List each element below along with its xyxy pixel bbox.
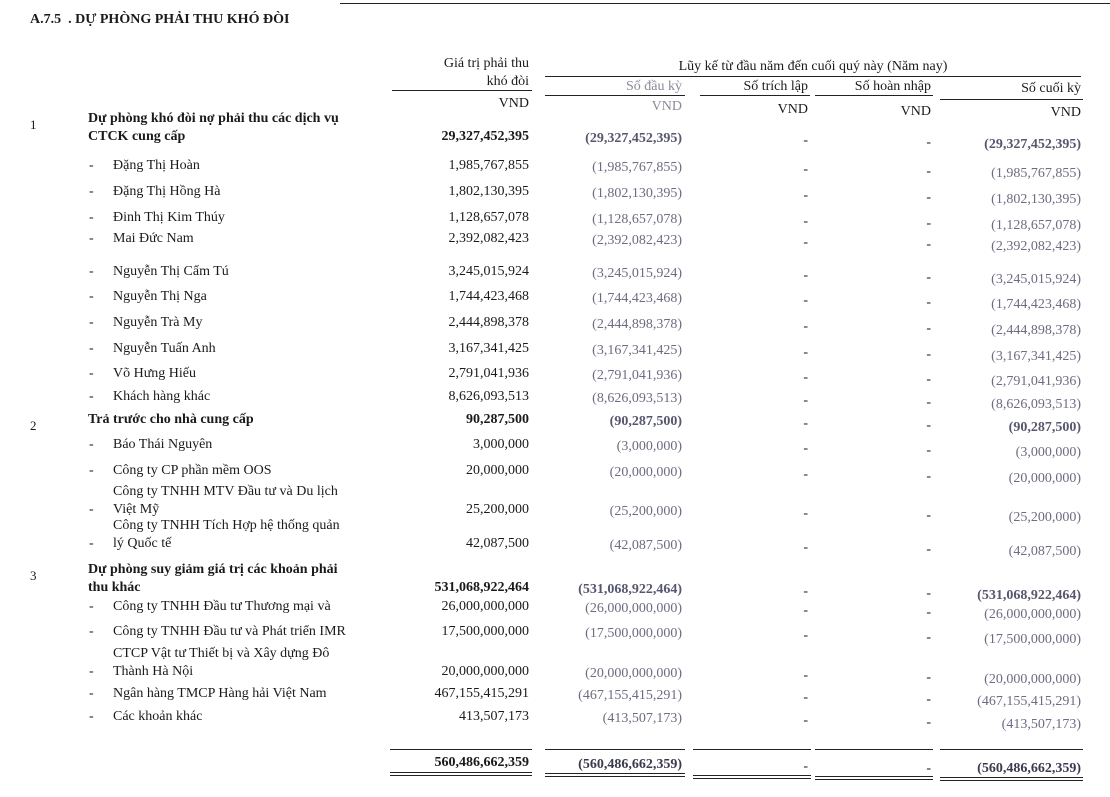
value-closing: (2,392,082,423) [991,239,1081,254]
row-bullet: - [89,210,94,225]
header-rule-2 [700,95,810,96]
value-receivable: 2,444,898,378 [448,315,529,330]
row-label: lý Quốc tế [113,536,172,551]
header-rule-0 [392,90,532,91]
value-closing: (531,068,922,464) [977,588,1081,603]
value-closing: (17,500,000,000) [984,632,1081,647]
total-rule-top-3 [815,749,933,750]
row-label: CTCK cung cấp [88,129,186,144]
row-bullet: - [89,664,94,679]
row-label: Nguyễn Tuấn Anh [113,341,216,356]
total-rule-bottom-1a [545,773,685,774]
value-closing: (2,791,041,936) [991,374,1081,389]
value-closing: (3,245,015,924) [991,272,1081,287]
value-opening: (3,000,000) [616,439,682,454]
row-bullet: - [89,686,94,701]
header-receivable-line1: Giá trị phải thu [443,56,529,71]
row-bullet: - [89,158,94,173]
total-rule-bottom-4a [940,777,1083,778]
row-label: Đặng Thị Hoàn [113,158,200,173]
value-receivable: 413,507,173 [459,709,529,724]
total-rule-bottom-3a [815,776,933,777]
row-label: Việt Mỹ [113,502,160,517]
row-bullet: - [89,502,94,517]
row-label: Dự phòng suy giảm giá trị các khoản phải [88,562,338,577]
row-label: Khách hàng khác [113,389,211,404]
row-label: Công ty CP phần mềm OOS [113,463,272,478]
value-opening: (26,000,000,000) [585,601,682,616]
value-receivable: 17,500,000,000 [441,624,529,639]
value-receivable: 90,287,500 [466,412,529,427]
section-code: A.7.5 [30,12,62,27]
value-opening: (1,802,130,395) [592,186,682,201]
value-provision: - [803,668,808,683]
row-label: Võ Hưng Hiếu [113,366,197,381]
row-label: Dự phòng khó đòi nợ phải thu các dịch vụ [88,111,339,126]
value-provision: - [803,268,808,283]
value-provision: - [803,713,808,728]
unit-closing: VND [1050,105,1081,120]
value-opening: (42,087,500) [609,538,682,553]
value-provision: - [803,467,808,482]
value-receivable: 1,128,657,078 [448,210,529,225]
unit-provision: VND [777,102,808,117]
value-closing: (1,802,130,395) [991,192,1081,207]
row-label: Công ty TNHH Tích Hợp hệ thống quản [113,518,340,533]
total-rule-bottom-1b [545,776,685,777]
value-closing: (3,167,341,425) [991,349,1081,364]
row-label: Nguyễn Thị Nga [113,289,207,304]
value-opening: (467,155,415,291) [578,688,682,703]
value-provision: - [803,584,808,599]
value-receivable: 29,327,452,395 [441,129,529,144]
row-label: Ngân hàng TMCP Hàng hải Việt Nam [113,686,327,701]
value-closing: (20,000,000,000) [984,672,1081,687]
header-closing: Số cuối kỳ [1021,81,1081,96]
value-receivable: 531,068,922,464 [434,580,529,595]
value-receivable: 2,791,041,936 [448,366,529,381]
total-rule-bottom-0b [390,775,532,776]
value-provision: - [803,319,808,334]
total-reversal: - [926,761,931,776]
row-bullet: - [89,184,94,199]
row-bullet: - [89,536,94,551]
total-rule-top-0 [390,749,532,750]
value-provision: - [803,162,808,177]
value-closing: (1,128,657,078) [991,218,1081,233]
value-reversal: - [926,715,931,730]
value-closing: (2,444,898,378) [991,323,1081,338]
value-reversal: - [926,295,931,310]
row-bullet: - [89,366,94,381]
row-bullet: - [89,389,94,404]
value-receivable: 3,000,000 [473,437,529,452]
row-label: CTCP Vật tư Thiết bị và Xây dựng Đô [113,646,330,661]
value-reversal: - [926,542,931,557]
value-provision: - [803,345,808,360]
value-closing: (1,744,423,468) [991,297,1081,312]
row-label: Công ty TNHH Đầu tư và Phát triển IMR [113,624,346,639]
value-provision: - [803,628,808,643]
unit-reversal: VND [900,104,931,119]
row-label: Công ty TNHH Đầu tư Thương mại và [113,599,331,614]
row-label: Nguyễn Trà My [113,315,203,330]
row-bullet: - [89,463,94,478]
value-receivable: 3,245,015,924 [448,264,529,279]
header-provision: Số trích lập [743,79,808,94]
value-receivable: 1,985,767,855 [448,158,529,173]
header-rule-4 [940,99,1083,100]
value-opening: (8,626,093,513) [592,391,682,406]
value-closing: (29,327,452,395) [984,137,1081,152]
value-reversal: - [926,347,931,362]
value-reversal: - [926,586,931,601]
value-provision: - [803,393,808,408]
value-reversal: - [926,216,931,231]
value-opening: (1,744,423,468) [592,291,682,306]
row-number: 2 [30,418,37,433]
section-title [30,12,289,28]
row-bullet: - [89,315,94,330]
row-label: Nguyễn Thị Cẩm Tú [113,264,229,279]
value-closing: (8,626,093,513) [991,397,1081,412]
value-reversal: - [926,670,931,685]
value-opening: (2,444,898,378) [592,317,682,332]
value-provision: - [803,370,808,385]
top-rule [340,3,1110,4]
value-receivable: 42,087,500 [466,536,529,551]
row-label: Công ty TNHH MTV Đầu tư và Du lịch [113,484,338,499]
row-label: Báo Thái Nguyên [113,437,213,452]
section-heading: . DỰ PHÒNG PHẢI THU KHÓ ĐÒI [68,12,290,27]
value-reversal: - [926,164,931,179]
value-reversal: - [926,135,931,150]
value-reversal: - [926,469,931,484]
value-provision: - [803,214,808,229]
row-bullet: - [89,231,94,246]
total-rule-top-2 [693,749,811,750]
total-rule-top-4 [940,749,1083,750]
total-opening: (560,486,662,359) [578,757,682,772]
value-closing: (1,985,767,855) [991,166,1081,181]
value-closing: (25,200,000) [1008,510,1081,525]
value-opening: (531,068,922,464) [578,582,682,597]
value-provision: - [803,293,808,308]
value-receivable: 8,626,093,513 [448,389,529,404]
row-label: Đặng Thị Hồng Hà [113,184,221,199]
row-number: 3 [30,568,37,583]
total-rule-bottom-4b [940,780,1083,781]
row-bullet: - [89,599,94,614]
total-provision: - [803,759,808,774]
row-label: Đinh Thị Kim Thúy [113,210,225,225]
total-rule-bottom-2b [693,778,811,779]
value-opening: (2,791,041,936) [592,368,682,383]
total-receivable: 560,486,662,359 [434,755,529,770]
row-bullet: - [89,341,94,356]
value-opening: (413,507,173) [602,711,682,726]
value-opening: (3,167,341,425) [592,343,682,358]
value-opening: (1,128,657,078) [592,212,682,227]
unit-receivable: VND [498,96,529,111]
total-rule-bottom-0a [390,772,532,773]
value-closing: (413,507,173) [1001,717,1081,732]
total-closing: (560,486,662,359) [977,761,1081,776]
row-bullet: - [89,624,94,639]
value-provision: - [803,235,808,250]
value-reversal: - [926,508,931,523]
value-closing: (90,287,500) [1008,420,1081,435]
row-label: thu khác [88,580,141,595]
value-receivable: 20,000,000,000 [441,664,529,679]
header-opening: Số đầu kỳ [626,79,682,94]
value-receivable: 25,200,000 [466,502,529,517]
row-bullet: - [89,289,94,304]
value-closing: (26,000,000,000) [984,607,1081,622]
value-provision: - [803,441,808,456]
value-closing: (42,087,500) [1008,544,1081,559]
total-rule-bottom-2a [693,775,811,776]
value-receivable: 2,392,082,423 [448,231,529,246]
row-label: Các khoản khác [113,709,203,724]
value-reversal: - [926,443,931,458]
value-provision: - [803,690,808,705]
value-receivable: 1,744,423,468 [448,289,529,304]
value-reversal: - [926,692,931,707]
total-rule-top-1 [545,749,685,750]
value-reversal: - [926,605,931,620]
header-group: Lũy kế từ đầu năm đến cuối quý này (Năm nay) [678,59,948,74]
header-rule-1 [545,95,685,96]
value-reversal: - [926,237,931,252]
value-opening: (20,000,000) [609,465,682,480]
value-provision: - [803,416,808,431]
value-receivable: 26,000,000,000 [441,599,529,614]
value-provision: - [803,188,808,203]
value-opening: (1,985,767,855) [592,160,682,175]
value-provision: - [803,133,808,148]
row-bullet: - [89,264,94,279]
row-label: Trả trước cho nhà cung cấp [88,412,254,427]
value-opening: (29,327,452,395) [585,131,682,146]
value-reversal: - [926,321,931,336]
value-opening: (90,287,500) [609,414,682,429]
row-bullet: - [89,437,94,452]
row-number: 1 [30,117,37,132]
value-opening: (25,200,000) [609,504,682,519]
row-bullet: - [89,709,94,724]
value-opening: (3,245,015,924) [592,266,682,281]
value-provision: - [803,603,808,618]
value-opening: (17,500,000,000) [585,626,682,641]
value-provision: - [803,506,808,521]
value-reversal: - [926,395,931,410]
value-opening: (20,000,000,000) [585,666,682,681]
header-reversal: Số hoàn nhập [854,79,931,94]
value-closing: (3,000,000) [1015,445,1081,460]
value-reversal: - [926,190,931,205]
value-receivable: 3,167,341,425 [448,341,529,356]
value-closing: (20,000,000) [1008,471,1081,486]
value-receivable: 467,155,415,291 [434,686,529,701]
row-label: Thành Hà Nội [113,664,194,679]
header-rule-3 [815,95,933,96]
header-group-rule [545,76,1081,77]
total-rule-bottom-3b [815,779,933,780]
value-reversal: - [926,418,931,433]
value-receivable: 20,000,000 [466,463,529,478]
value-reversal: - [926,270,931,285]
value-reversal: - [926,630,931,645]
value-opening: (2,392,082,423) [592,233,682,248]
value-receivable: 1,802,130,395 [448,184,529,199]
unit-opening: VND [651,99,682,114]
value-closing: (467,155,415,291) [977,694,1081,709]
row-label: Mai Đức Nam [113,231,194,246]
value-reversal: - [926,372,931,387]
value-provision: - [803,540,808,555]
header-receivable-line2: khó đòi [486,74,529,89]
